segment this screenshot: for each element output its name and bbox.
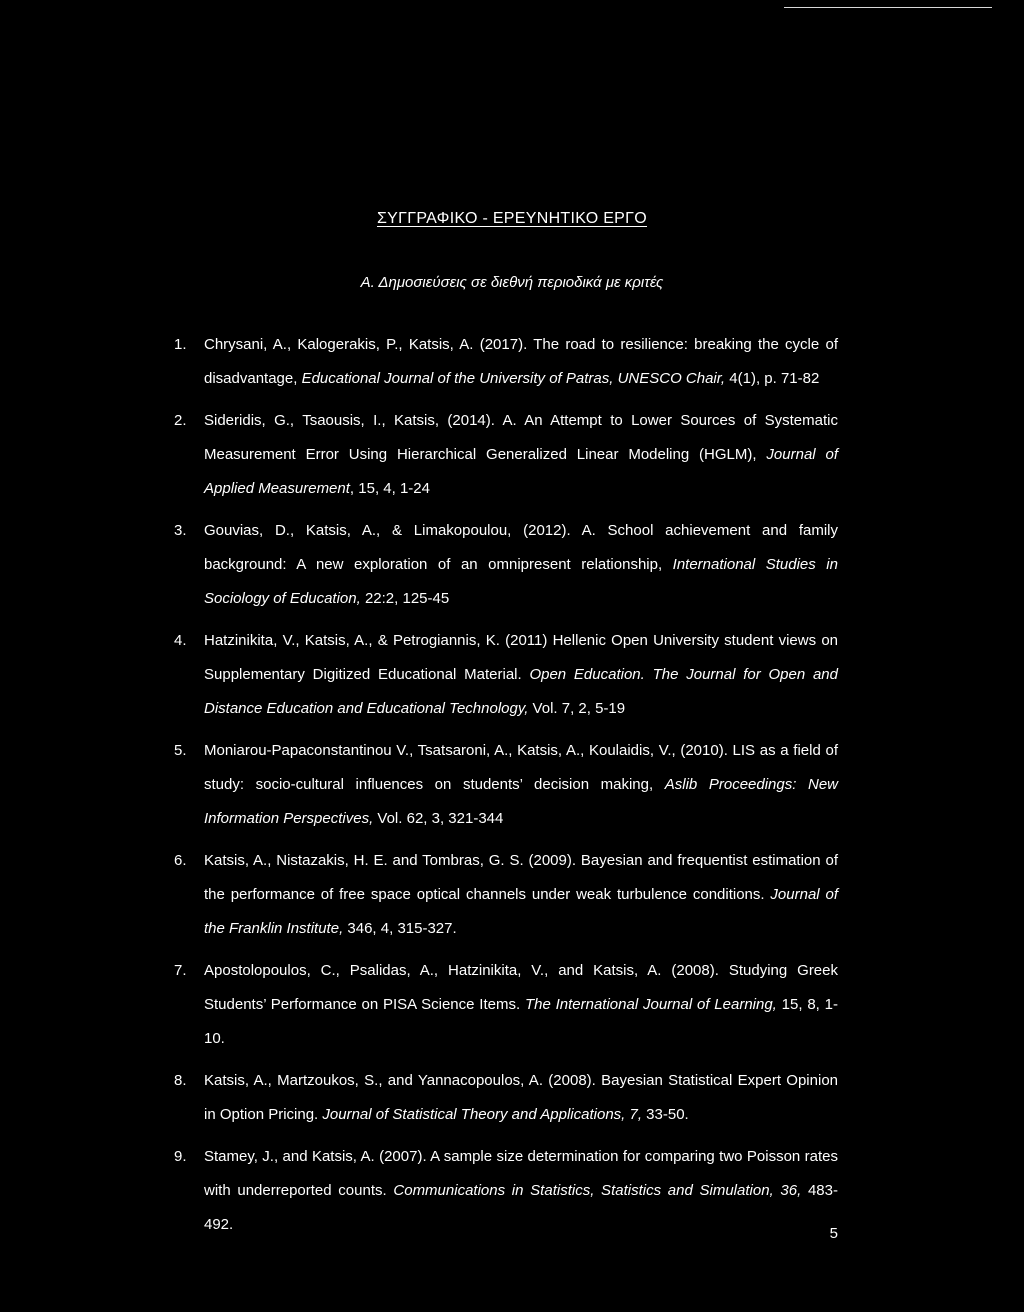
publication-details: Vol. 7, 2, 5-19 [528,700,626,717]
publication-details: Vol. 62, 3, 321-344 [373,810,504,827]
publication-venue: The International Journal of Learning, [524,996,777,1013]
publication-item [174,954,838,1056]
publication-number: 8. [174,1072,187,1089]
publication-venue: Journal of Applied Measurement [204,446,838,497]
publication-details: 346, 4, 315-327. [343,920,457,937]
publication-citation: Gouvias, D., Katsis, A., & Limakopoulou, (2012). A. School achievement and family background: A new exploration of an omnipresent relationship, [204,522,838,573]
publication-citation: Chrysani, A., Kalogerakis, P., Katsis, A. (2017). The road to resilience: breaking the cycle of disadvantage, [204,336,838,387]
publication-item [174,734,838,836]
publication-entry [204,844,838,946]
publication-entry [204,1140,838,1242]
publication-number: 3. [174,522,187,539]
publication-citation: Katsis, A., Martzoukos, S., and Yannacopoulos, A. (2008). Bayesian Statistical Expert Opinion in Option Pricing. [204,1072,838,1123]
publication-details: 15, 8, 1-10. [204,996,838,1047]
publication-number: 4. [174,632,187,649]
publication-venue: Aslib Proceedings: New Information Perspectives, [204,776,838,827]
publication-venue: Communications in Statistics, Statistics and Simulation, 36, [393,1182,802,1199]
publication-venue: Educational Journal of the University of Patras, UNESCO Chair, [301,370,726,387]
publication-details: 4(1), p. 71-82 [725,370,820,387]
publication-number: 1. [174,336,187,353]
publication-list [174,328,838,1250]
publication-entry [204,1064,838,1132]
publication-number: 2. [174,412,187,429]
publication-number: 7. [174,962,187,979]
publication-citation: Sideridis, G., Tsaousis, I., Katsis, (2014). A. An Attempt to Lower Sources of Systematic Measurement Error Using Hierarchical Generalized Linear Modeling (HGLM), [204,412,838,463]
publication-number: 5. [174,742,187,759]
publication-citation: Katsis, A., Nistazakis, H. E. and Tombras, G. S. (2009). Bayesian and frequentist estimation of the performance of free space optical channels under weak turbulence conditions. [204,852,838,903]
section-title: Α. Δημοσιεύσεις σε διεθνή περιοδικά με κριτές [360,274,664,291]
page-heading: ΣΥΓΓΡΑΦΙΚΟ - ΕΡΕΥΝΗΤΙΚΟ ΕΡΓΟ [376,210,648,227]
top-rule [784,7,992,8]
publication-details: 483-492. [204,1182,838,1233]
publication-citation: Stamey, J., and Katsis, A. (2007). A sample size determination for comparing two Poisson rates with underreported counts. [204,1148,838,1199]
publication-item [174,624,838,726]
publication-item [174,1140,838,1242]
publication-item [174,1064,838,1132]
publication-item [174,514,838,616]
publication-entry [204,514,838,616]
publication-citation: Hatzinikita, V., Katsis, A., & Petrogiannis, K. (2011) Hellenic Open University student views on Supplementary Digitized Educational Material. [204,632,838,683]
publication-details: 33-50. [642,1106,689,1123]
publication-details: 22:2, 125-45 [360,590,450,607]
page-number: 5 [829,1225,838,1242]
publication-number: 6. [174,852,187,869]
publication-citation: Moniarou-Papaconstantinou V., Tsatsaroni, A., Katsis, A., Koulaidis, V., (2010). LIS as a field of study: socio-cultural influences on students’ decision making, [204,742,838,793]
publication-item [174,328,838,396]
publication-entry [204,954,838,1056]
publication-citation: Apostolopoulos, C., Psalidas, A., Hatzinikita, V., and Katsis, A. (2008). Studying Greek Students’ Performance on PISA Science Items. [204,962,838,1013]
publication-venue: Journal of Statistical Theory and Applications, 7, [322,1106,643,1123]
publication-item [174,404,838,506]
publication-venue: Journal of the Franklin Institute, [204,886,838,937]
publication-entry [204,734,838,836]
publication-details: , 15, 4, 1-24 [349,480,430,497]
publication-entry [204,328,838,396]
publication-number: 9. [174,1148,187,1165]
publication-venue: Open Education. The Journal for Open and Distance Education and Educational Technology, [204,666,838,717]
publication-entry [204,404,838,506]
publication-entry [204,624,838,726]
publication-item [174,844,838,946]
publication-venue: International Studies in Sociology of Education, [204,556,838,607]
